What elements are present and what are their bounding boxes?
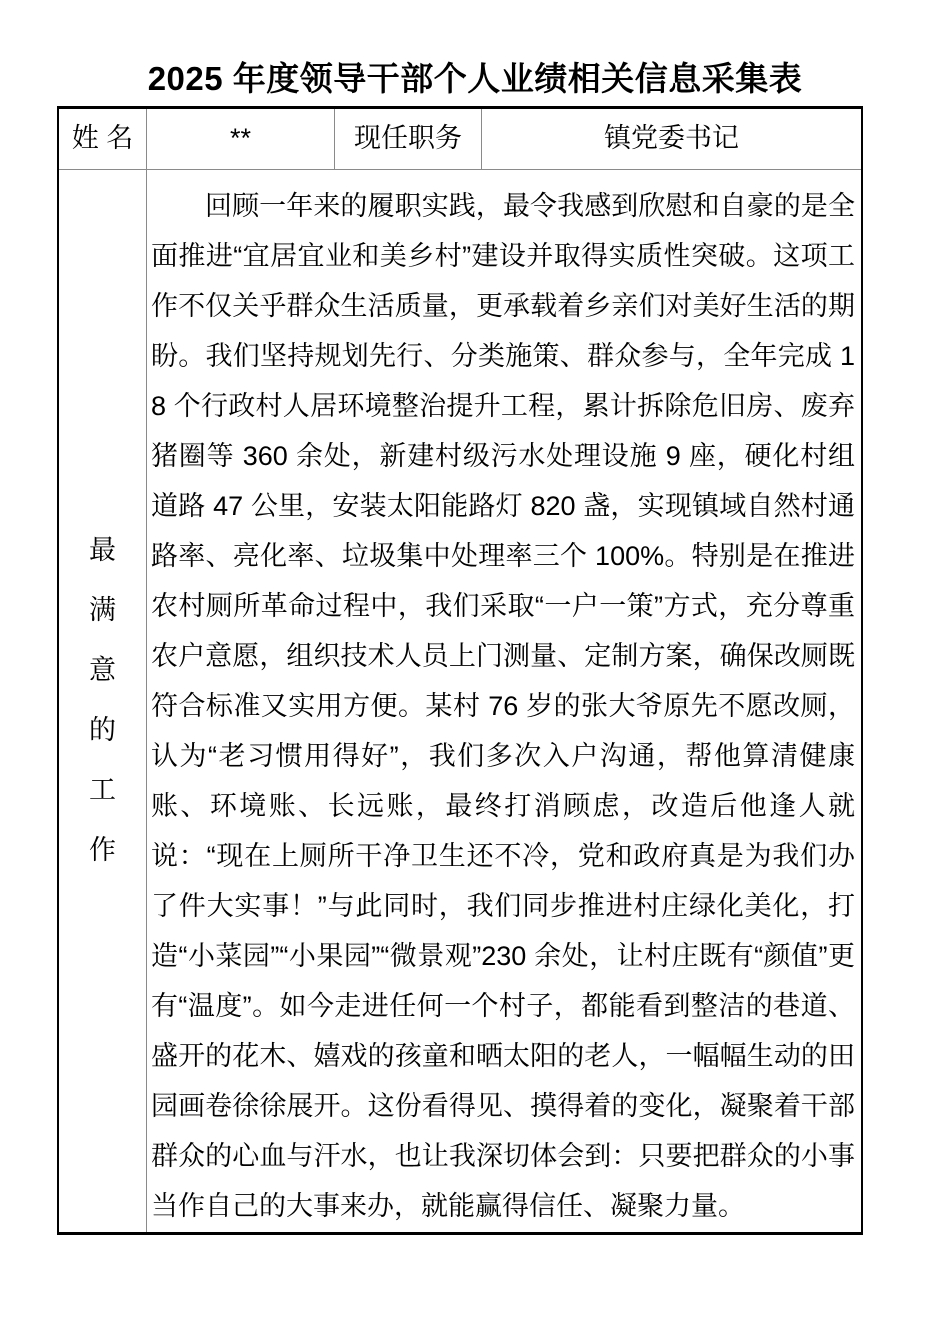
row-label-cell: [59, 170, 147, 1232]
row-label-char: 满: [89, 595, 116, 626]
page-title: 2025 年度领导干部个人业绩相关信息采集表: [147, 60, 803, 97]
position-label-cell: 现任职务: [335, 109, 482, 169]
content-paragraph: 回顾一年来的履职实践，最令我感到欣慰和自豪的是全面推进“宜居宜业和美乡村”建设并取得实质性突破。这项工作不仅关乎群众生活质量，更承载着乡亲们对美好生活的期盼。我们坚持规划先行、分类施策、群众参与，全年完成 18 个行政村人居环境整治提升工程，累计拆除危旧房、废弃猪圈等 360 余处，新建村级污水处理设施 9 座，硬化村组道路 47 公里，安装太阳能路灯 820 盏，实现镇域自然村通路率、亮化率、垃圾集中处理率三个 100%。特别是在推进农村厕所革命过程中，我们采取“一户一策”方式，充分尊重农户意愿，组织技术人员上门测量、定制方案，确保改厕既符合标准又实用方便。某村 76 岁的张大爷原先不愿改厕，认为“老习惯用得好”，我们多次入户沟通，帮他算清健康账、环境账、长远账，最终打消顾虑，改造后他逢人就说：“现在上厕所干净卫生还不冷，党和政府真是为我们办了件大实事！”与此同时，我们同步推进村庄绿化美化，打造“小菜园”“小果园”“微景观”230 余处，让村庄既有“颜值”更有“温度”。如今走进任何一个村子，都能看到整洁的巷道、盛开的花木、嬉戏的孩童和晒太阳的老人，一幅幅生动的田园画卷徐徐展开。这份看得见、摸得着的变化，凝聚着干部群众的心血与汗水，也让我深切体会到：只要把群众的小事当作自己的大事来办，就能赢得信任、凝聚力量。: [151, 190, 855, 1221]
row-label-char: 工: [89, 775, 116, 806]
content-cell: [147, 170, 861, 1232]
row-label-char: 作: [89, 835, 116, 866]
row-label-char: 的: [89, 715, 116, 746]
name-value-cell: **: [147, 109, 335, 169]
name-label-cell: 姓 名: [59, 109, 147, 169]
header-row: [59, 109, 861, 170]
row-label-char: 最: [89, 535, 116, 566]
row-label-char: 意: [89, 655, 116, 686]
body-row: [59, 170, 861, 1232]
position-value-cell: 镇党委书记: [604, 123, 739, 154]
form-table: [57, 106, 863, 1235]
